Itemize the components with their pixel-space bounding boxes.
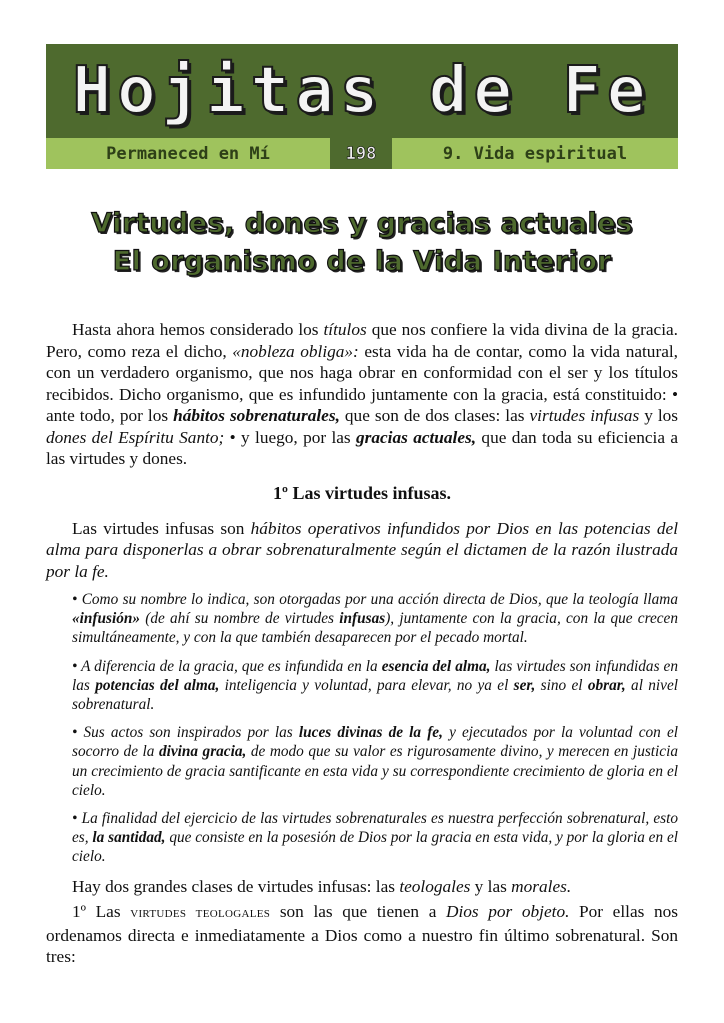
emphasis: morales.: [511, 876, 572, 896]
category-label: 9. Vida espiritual: [442, 143, 628, 164]
emphasis: dones del Espíritu Santo;: [46, 427, 225, 447]
strong: infusas: [339, 610, 386, 628]
article-body: [46, 319, 678, 968]
text-run: y ejecutados por la voluntad con el socorro de la: [72, 724, 678, 761]
section-heading: 1º Las virtudes infusas.: [273, 482, 451, 503]
intro-paragraph: [46, 319, 678, 470]
bullet-list: [46, 590, 678, 867]
text-run: son las que tienen a: [270, 902, 446, 922]
text-run: Hay dos grandes clases de virtudes infusas: las: [72, 876, 400, 896]
text-run: las virtudes son infundidas en las: [72, 657, 678, 694]
text-run: sino el: [535, 676, 588, 694]
series-label: Permaneced en Mí: [106, 143, 270, 164]
text-run: al nivel sobrenatural.: [72, 676, 679, 714]
text-run: 1º Las: [72, 902, 131, 922]
text-run: y las: [470, 876, 512, 896]
text-run: y los: [639, 406, 679, 425]
strong: la santidad,: [92, 829, 166, 847]
theological-paragraph: [46, 901, 678, 968]
strong: ser,: [513, 676, 536, 694]
small-caps-term: virtudes teologales: [130, 905, 271, 922]
strong: «infusión»: [72, 610, 141, 628]
text-run: • Como su nombre lo indica, son otorgadas por una acción directa de Dios, que la teología llama: [72, 591, 678, 608]
emphasis: «nobleza obliga»:: [232, 341, 359, 361]
emphasis: teologales: [399, 876, 471, 896]
text-run: ), juntamente con la gracia, con la que crecen simultáneamente, y con la que también desaparecen por el pecado mortal.: [72, 610, 678, 647]
text-run: que consiste en la posesión de Dios por la gracia en esta vida, y por la gloria en el cielo.: [72, 829, 678, 866]
article-headline: [46, 205, 678, 281]
emphasis: hábitos operativos infundidos por Dios en las potencias del alma para disponerlas a obrar sobrenaturalmente según el dictamen de la razón ilustrada por la fe.: [46, 518, 679, 581]
publication-title: Hojitas de Fe: [72, 54, 652, 128]
strong: luces divinas de la fe,: [298, 724, 443, 742]
masthead-banner: [46, 44, 678, 138]
emphasis: virtudes infusas: [529, 406, 640, 425]
bullet-item: [72, 657, 678, 715]
text-run: • A diferencia de la gracia, que es infundida en la: [72, 657, 382, 675]
classes-paragraph: [46, 876, 678, 898]
emphasis: títulos: [323, 320, 367, 339]
text-run: (de ahí su nombre de virtudes: [140, 610, 340, 628]
strong-emphasis: hábitos sobrenaturales,: [173, 406, 340, 425]
bullet-item: [72, 723, 678, 800]
definition-paragraph: [46, 518, 678, 583]
text-run: • y luego, por las: [224, 427, 356, 447]
strong: obrar,: [587, 676, 626, 694]
text-run: que dan toda su eficiencia a las virtudes y dones.: [46, 427, 679, 468]
text-run: que nos confiere la vida divina de la gracia. Pero, como reza el dicho,: [46, 320, 678, 361]
text-run: • Sus actos son inspirados por las: [72, 724, 299, 742]
strong: divina gracia,: [158, 743, 247, 761]
strong: potencias del alma,: [95, 676, 220, 694]
bullet-item: [72, 590, 678, 648]
issue-number: 198: [330, 138, 392, 169]
text-run: Hasta ahora hemos considerado los: [72, 320, 324, 339]
text-run: que son de dos clases: las: [339, 406, 530, 425]
strong-emphasis: gracias actuales,: [356, 427, 477, 447]
bullet-item: [72, 809, 678, 867]
headline-line-1: Virtudes, dones y gracias actuales: [91, 208, 633, 239]
text-run: inteligencia y voluntad, para elevar, no ya el: [219, 676, 514, 694]
text-run: Por ellas nos ordenamos directa e inmediatamente a Dios como a nuestro fin último sobrenatural. Son tres:: [46, 902, 678, 967]
text-run: esta vida ha de contar, como la vida natural, con un verdadero organismo, que nos haga obrar en conformidad con el ser y los títulos recibidos. Dicho organismo, que es infundido juntamente con la gracia, está constituido: • ante todo, por los: [46, 341, 678, 425]
masthead: [46, 44, 678, 169]
text-run: Las virtudes infusas son: [72, 518, 251, 538]
emphasis: Dios por objeto.: [446, 902, 570, 922]
strong: esencia del alma,: [381, 657, 491, 675]
text-run: de modo que su valor es rigurosamente divino, y merecen en justicia un crecimiento de gracia santificante en esta vida y su correspondiente crecimiento de gloria en el cielo.: [72, 743, 678, 799]
masthead-info-bar: [46, 138, 678, 169]
text-run: • La finalidad del ejercicio de las virtudes sobrenaturales es nuestra perfección sobrenatural, esto es,: [72, 810, 678, 847]
headline-line-2: El organismo de la Vida Interior: [112, 246, 612, 277]
